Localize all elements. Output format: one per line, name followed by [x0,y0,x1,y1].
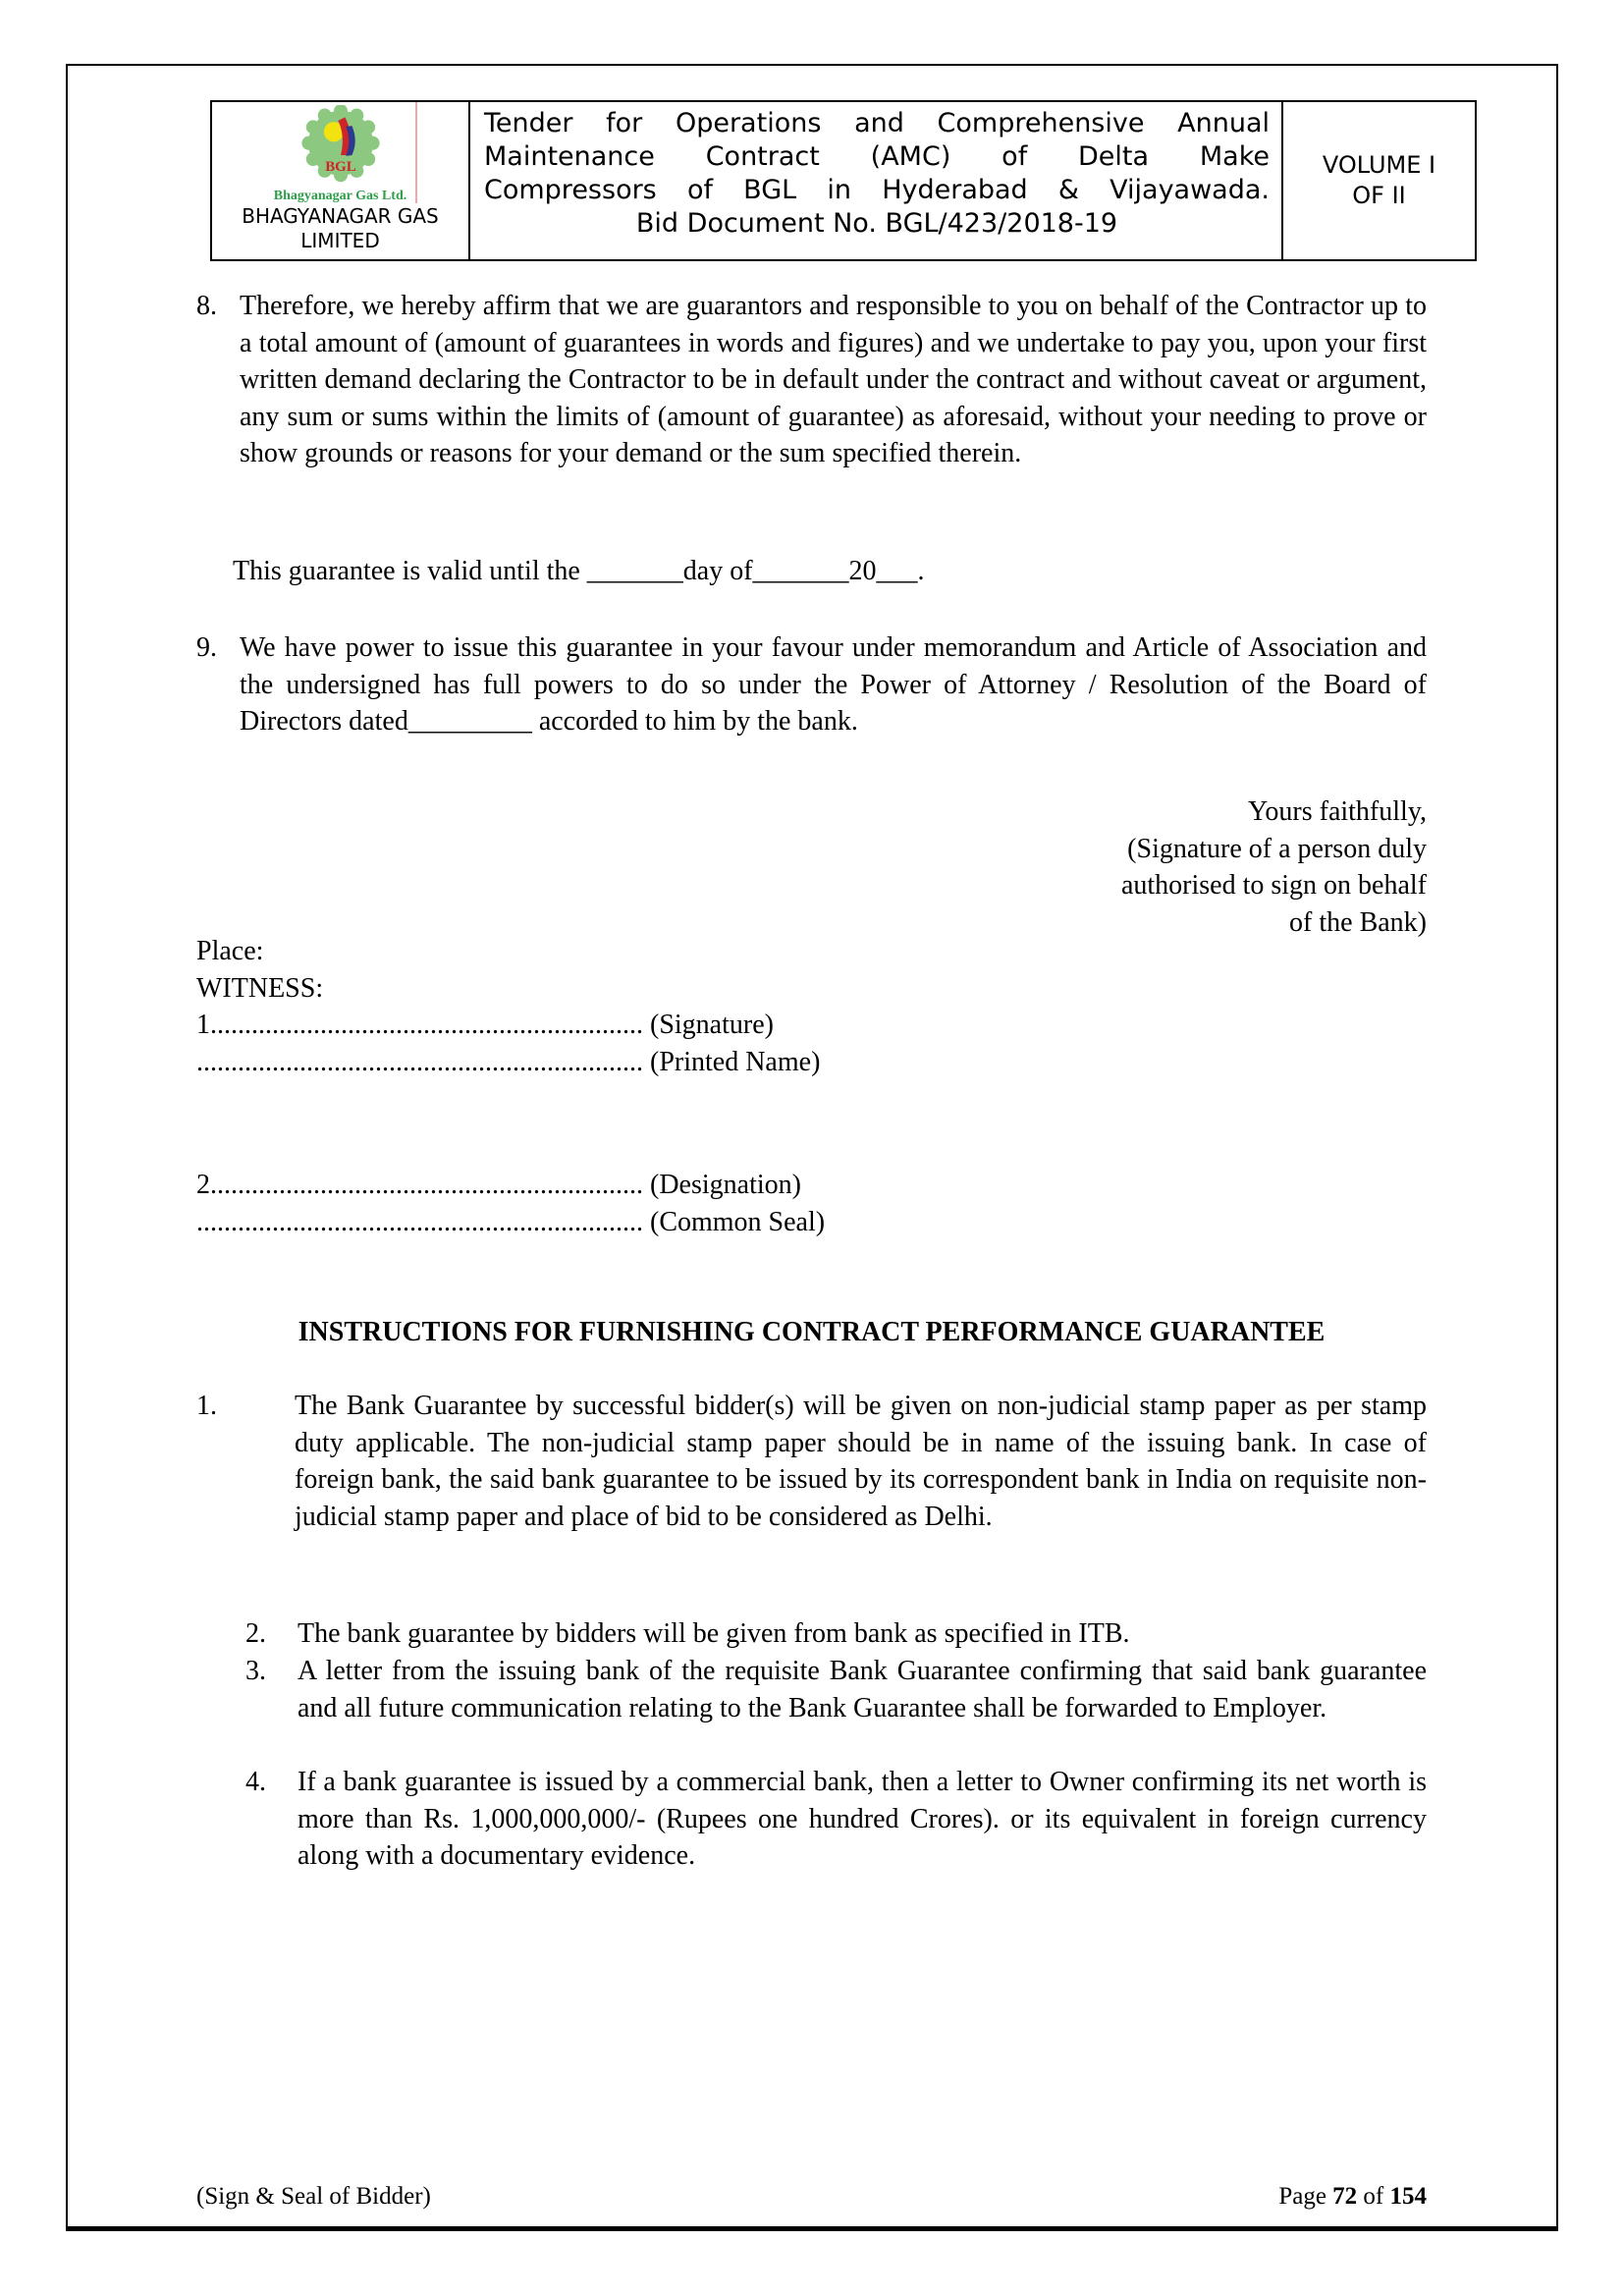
instructions-heading: INSTRUCTIONS FOR FURNISHING CONTRACT PERFORMANCE GUARANTEE [298,1317,1326,1347]
volume-label-line2: OF II [1352,182,1406,209]
closing-line: (Signature of a person duly [1127,833,1427,864]
closing-line: of the Bank) [1289,906,1427,938]
witness-signature-line: 1............................................................... (Signature) [196,1010,774,1040]
instruction-number: 2. [245,1618,266,1649]
instruction-number: 1. [196,1391,217,1421]
instruction-4 [196,1764,1427,1875]
designation-seal-block [196,1167,1427,1240]
instruction-3 [196,1653,1427,1726]
logo-monogram: BGL [324,158,356,175]
instruction-number: 4. [245,1767,266,1797]
clause-8 [196,288,1427,472]
clause-number: 9. [196,632,217,663]
company-name-line2: LIMITED [300,229,380,252]
instruction-number: 3. [245,1656,266,1686]
bid-document-number: Bid Document No. BGL/423/2018-19 [635,208,1118,239]
guarantee-validity-line: This guarantee is valid until the _______day of_______20___. [233,556,925,586]
page-border-frame [66,64,1558,2231]
instruction-text: The Bank Guarantee by successful bidder(s) will be given on non-judicial stamp paper as per stamp duty applicable. The non-judicial stamp paper should be in name of the issuing bank. In case of foreign bank, the said bank guarantee to be issued by its correspondent bank in India on requisite non-judicial stamp paper and place of bid to be considered as Delhi. [295,1391,1427,1532]
of-word: of [1357,2183,1390,2210]
clause-text: Therefore, we hereby affirm that we are guarantors and responsible to you on behalf of the Contractor up to a total amount of (amount of guarantees in words and figures) and we undertake to pay you, upon your first written demand declaring the Contractor to be in default under the contract and without caveat or argument, any sum or sums within the limits of (amount of guarantee) as aforesaid, without your needing to prove or show grounds or reasons for your demand or the sum specified therein. [240,291,1427,468]
volume-label-line1: VOLUME I [1322,151,1436,179]
page-number-indicator [1278,2178,1427,2215]
witness-block [196,933,1427,1080]
tender-title-line: Tender for Operations and Comprehensive Annual [484,108,1270,138]
clause-number: 8. [196,291,217,321]
witness-label: WITNESS: [196,972,324,1004]
instruction-text: The bank guarantee by bidders will be given from bank as specified in ITB. [298,1618,1130,1649]
closing-line: Yours faithfully, [1247,796,1427,827]
logo-company-small-text: Bhagyanagar Gas Ltd. [273,189,407,203]
tender-title-line: Maintenance Contract (AMC) of Delta Make [484,141,1270,172]
document-body [196,66,1427,2226]
witness-printed-name-line: ................................................................. (Printed Name) [196,1046,821,1077]
tender-title-line: Compressors of BGL in Hyderabad & Vijayawada. [484,175,1270,205]
page-total: 154 [1389,2183,1427,2210]
page-footer [196,2178,1427,2215]
signature-closing-block [196,793,1427,941]
witness-designation-line: 2............................................................... (Designation) [196,1170,801,1200]
witness-common-seal-line: ................................................................. (Common Seal) [196,1206,826,1237]
page-word: Page [1278,2183,1333,2210]
clause-9 [196,629,1427,740]
instruction-text: If a bank guarantee is issued by a commercial bank, then a letter to Owner confirming its net worth is more than Rs. 1,000,000,000/- (Rupees one hundred Crores). or its equivalent in foreign currency along with a documentary evidence. [298,1767,1427,1871]
instruction-text: A letter from the issuing bank of the requisite Bank Guarantee confirming that said bank guarantee and all future communication relating to the Bank Guarantee shall be forwarded to Employer. [298,1656,1427,1723]
company-name-line1: BHAGYANAGAR GAS [242,204,439,228]
clause-text: We have power to issue this guarantee in your favour under memorandum and Article of Association and the undersigned has full powers to do so under the Power of Attorney / Resolution of the Board of Directors dated_________ accorded to him by the bank. [240,632,1427,737]
closing-line: authorised to sign on behalf [1120,870,1427,901]
page-number: 72 [1332,2183,1358,2210]
instruction-1 [196,1388,1427,1535]
sign-seal-note: (Sign & Seal of Bidder) [196,2183,431,2210]
instruction-2 [196,1615,1427,1653]
place-label: Place: [196,936,264,966]
